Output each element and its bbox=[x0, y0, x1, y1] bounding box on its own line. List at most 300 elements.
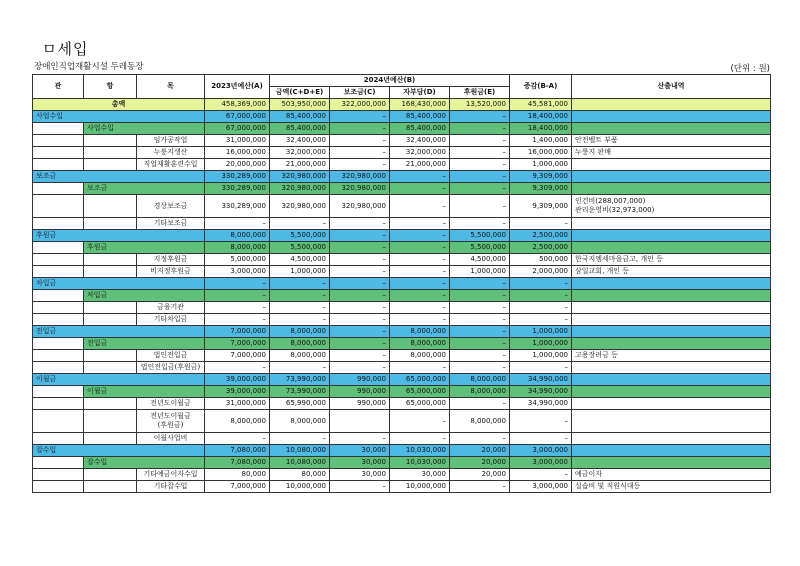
mok-indent-1 bbox=[33, 469, 84, 481]
gwan-self: – bbox=[390, 171, 450, 183]
gwan-row bbox=[33, 230, 771, 242]
mok-note bbox=[572, 314, 771, 326]
mok-self: – bbox=[390, 314, 450, 326]
table-row bbox=[33, 469, 771, 481]
gwan-note bbox=[572, 230, 771, 242]
mok-self: – bbox=[390, 266, 450, 278]
mok-name: 기타잡수입 bbox=[153, 482, 188, 490]
calc-note: 안전벨트 부품 bbox=[575, 136, 618, 144]
mok-label bbox=[137, 410, 205, 433]
mok-label bbox=[137, 481, 205, 493]
gwan-diff: – bbox=[510, 278, 572, 290]
mok-label bbox=[137, 433, 205, 445]
mok-self: 21,000,000 bbox=[390, 159, 450, 171]
hang-b2023: 7,000,000 bbox=[205, 338, 270, 350]
mok-note bbox=[572, 350, 771, 362]
hang-diff: 9,309,000 bbox=[510, 183, 572, 195]
gwan-row bbox=[33, 374, 771, 386]
mok-indent-2 bbox=[84, 481, 137, 493]
mok-diff: 9,309,000 bbox=[510, 195, 572, 218]
gwan-b2023: 67,000,000 bbox=[205, 111, 270, 123]
mok-subsidy: – bbox=[330, 159, 390, 171]
mok-note bbox=[572, 410, 771, 433]
mok-note bbox=[572, 481, 771, 493]
mok-b2023: 31,000,000 bbox=[205, 398, 270, 410]
hang-subsidy: – bbox=[330, 290, 390, 302]
table-row bbox=[33, 302, 771, 314]
mok-amount: – bbox=[270, 314, 330, 326]
mok-donation: – bbox=[450, 433, 510, 445]
hang-b2023: 330,289,000 bbox=[205, 183, 270, 195]
mok-b2023: 20,000,000 bbox=[205, 159, 270, 171]
hang-amount: 73,990,000 bbox=[270, 386, 330, 398]
revenue-budget-table bbox=[32, 74, 771, 493]
hang-donation: – bbox=[450, 338, 510, 350]
mok-indent-1 bbox=[33, 254, 84, 266]
mok-indent-2 bbox=[84, 350, 137, 362]
mok-amount: – bbox=[270, 218, 330, 230]
mok-self: 32,000,000 bbox=[390, 147, 450, 159]
hang-diff: 2,500,000 bbox=[510, 242, 572, 254]
mok-donation: – bbox=[450, 314, 510, 326]
gwan-note bbox=[572, 278, 771, 290]
mok-amount: – bbox=[270, 302, 330, 314]
hang-self: 85,400,000 bbox=[390, 123, 450, 135]
hang-subsidy: – bbox=[330, 338, 390, 350]
mok-indent-2 bbox=[84, 195, 137, 218]
mok-b2023: 80,000 bbox=[205, 469, 270, 481]
mok-subsidy: – bbox=[330, 314, 390, 326]
hang-diff: 34,990,000 bbox=[510, 386, 572, 398]
mok-diff: 1,400,000 bbox=[510, 135, 572, 147]
gwan-subsidy: – bbox=[330, 278, 390, 290]
mok-label bbox=[137, 254, 205, 266]
mok-indent-2 bbox=[84, 469, 137, 481]
gwan-label: 이월금 bbox=[33, 374, 205, 386]
mok-self: 65,000,000 bbox=[390, 398, 450, 410]
mok-amount: 8,000,000 bbox=[270, 410, 330, 433]
hang-diff: – bbox=[510, 290, 572, 302]
gwan-note bbox=[572, 111, 771, 123]
hang-note bbox=[572, 338, 771, 350]
table-row bbox=[33, 218, 771, 230]
mok-indent-2 bbox=[84, 433, 137, 445]
mok-diff: 1,000,000 bbox=[510, 159, 572, 171]
hang-subsidy: 320,980,000 bbox=[330, 183, 390, 195]
mok-indent-2 bbox=[84, 159, 137, 171]
calc-note: 실습비 및 직원식대등 bbox=[575, 482, 641, 490]
total-subsidy: 322,000,000 bbox=[330, 99, 390, 111]
mok-note bbox=[572, 254, 771, 266]
mok-diff: – bbox=[510, 218, 572, 230]
mok-self: – bbox=[390, 254, 450, 266]
mok-subsidy: – bbox=[330, 147, 390, 159]
table-row bbox=[33, 254, 771, 266]
mok-subsidy: – bbox=[330, 350, 390, 362]
gwan-row bbox=[33, 278, 771, 290]
hang-b2023: 39,000,000 bbox=[205, 386, 270, 398]
hang-b2023: 67,000,000 bbox=[205, 123, 270, 135]
mok-name: 금융기관 bbox=[156, 303, 185, 311]
mok-b2023: 7,000,000 bbox=[205, 481, 270, 493]
table-body bbox=[33, 99, 771, 493]
mok-self: – bbox=[390, 218, 450, 230]
mok-note bbox=[572, 362, 771, 374]
calc-note: 예금이자 bbox=[575, 470, 603, 478]
header-budget-2024: 2024년예산(B) bbox=[270, 75, 510, 87]
gwan-subsidy: – bbox=[330, 111, 390, 123]
hang-row bbox=[33, 338, 771, 350]
mok-note bbox=[572, 266, 771, 278]
hang-row bbox=[33, 242, 771, 254]
mok-amount: 80,000 bbox=[270, 469, 330, 481]
mok-diff: 1,000,000 bbox=[510, 350, 572, 362]
gwan-diff: 18,400,000 bbox=[510, 111, 572, 123]
header-self: 자부담(D) bbox=[390, 87, 450, 99]
hang-row bbox=[33, 290, 771, 302]
header-note: 산출내역 bbox=[572, 75, 771, 99]
gwan-label: 후원금 bbox=[33, 230, 205, 242]
mok-note bbox=[572, 433, 771, 445]
hang-b2023: 8,000,000 bbox=[205, 242, 270, 254]
mok-indent-1 bbox=[33, 350, 84, 362]
mok-amount: 32,000,000 bbox=[270, 147, 330, 159]
gwan-subsidy: 30,000 bbox=[330, 445, 390, 457]
gwan-donation: – bbox=[450, 171, 510, 183]
gwan-self: 10,030,000 bbox=[390, 445, 450, 457]
mok-donation: – bbox=[450, 147, 510, 159]
mok-name: 기타차입금 bbox=[153, 315, 188, 323]
hang-label: 차입금 bbox=[84, 290, 205, 302]
mok-amount: 65,990,000 bbox=[270, 398, 330, 410]
hang-note bbox=[572, 242, 771, 254]
gwan-donation: 5,500,000 bbox=[450, 230, 510, 242]
hang-donation: – bbox=[450, 290, 510, 302]
mok-name: 지정후원금 bbox=[153, 255, 188, 263]
mok-indent-1 bbox=[33, 135, 84, 147]
mok-indent-2 bbox=[84, 147, 137, 159]
gwan-label: 잡수입 bbox=[33, 445, 205, 457]
hang-indent bbox=[33, 457, 84, 469]
mok-name: 경상보조금 bbox=[153, 201, 188, 210]
gwan-subsidy: – bbox=[330, 230, 390, 242]
gwan-subsidy: 990,000 bbox=[330, 374, 390, 386]
mok-label bbox=[137, 469, 205, 481]
mok-donation: – bbox=[450, 135, 510, 147]
hang-diff: 18,400,000 bbox=[510, 123, 572, 135]
mok-b2023: – bbox=[205, 433, 270, 445]
header-budget-2023: 2023년예산(A) bbox=[205, 75, 270, 99]
mok-name: 전년도이월금 bbox=[150, 399, 191, 407]
gwan-subsidy: – bbox=[330, 326, 390, 338]
mok-note bbox=[572, 469, 771, 481]
total-label: 총액 bbox=[33, 99, 205, 111]
mok-indent-1 bbox=[33, 218, 84, 230]
gwan-donation: – bbox=[450, 326, 510, 338]
gwan-b2023: – bbox=[205, 278, 270, 290]
mok-amount: 8,000,000 bbox=[270, 350, 330, 362]
mok-name: 직업재활훈련수입 bbox=[143, 160, 198, 168]
mok-b2023: – bbox=[205, 362, 270, 374]
gwan-self: – bbox=[390, 230, 450, 242]
gwan-amount: 8,000,000 bbox=[270, 326, 330, 338]
mok-name: 누룽지생산 bbox=[153, 148, 188, 156]
gwan-diff: 34,990,000 bbox=[510, 374, 572, 386]
mok-amount: – bbox=[270, 362, 330, 374]
header-mok: 목 bbox=[137, 75, 205, 99]
mok-label bbox=[137, 218, 205, 230]
mok-subsidy: – bbox=[330, 433, 390, 445]
hang-donation: 5,500,000 bbox=[450, 242, 510, 254]
hang-donation: – bbox=[450, 183, 510, 195]
mok-indent-1 bbox=[33, 195, 84, 218]
gwan-label: 사업수입 bbox=[33, 111, 205, 123]
mok-diff: 500,000 bbox=[510, 254, 572, 266]
mok-amount: 1,000,000 bbox=[270, 266, 330, 278]
mok-subsidy bbox=[330, 410, 390, 433]
mok-indent-2 bbox=[84, 135, 137, 147]
mok-donation: – bbox=[450, 362, 510, 374]
mok-b2023: – bbox=[205, 314, 270, 326]
mok-b2023: 31,000,000 bbox=[205, 135, 270, 147]
hang-donation: – bbox=[450, 123, 510, 135]
mok-donation: – bbox=[450, 159, 510, 171]
hang-indent bbox=[33, 123, 84, 135]
gwan-row bbox=[33, 326, 771, 338]
hang-label: 잡수입 bbox=[84, 457, 205, 469]
hang-note bbox=[572, 183, 771, 195]
header-amount: 금액(C+D+E) bbox=[270, 87, 330, 99]
total-note bbox=[572, 99, 771, 111]
mok-name: 법인전입금 bbox=[153, 351, 188, 359]
mok-label bbox=[137, 398, 205, 410]
mok-note bbox=[572, 195, 771, 218]
mok-indent-1 bbox=[33, 302, 84, 314]
gwan-b2023: 7,080,000 bbox=[205, 445, 270, 457]
hang-self: 65,000,000 bbox=[390, 386, 450, 398]
header-hang: 항 bbox=[84, 75, 137, 99]
mok-indent-1 bbox=[33, 266, 84, 278]
table-row bbox=[33, 314, 771, 326]
mok-subsidy: 990,000 bbox=[330, 398, 390, 410]
hang-b2023: 7,080,000 bbox=[205, 457, 270, 469]
gwan-donation: 8,000,000 bbox=[450, 374, 510, 386]
hang-row bbox=[33, 457, 771, 469]
mok-amount: 32,400,000 bbox=[270, 135, 330, 147]
hang-b2023: – bbox=[205, 290, 270, 302]
mok-subsidy: – bbox=[330, 135, 390, 147]
unit-label: (단위 : 원) bbox=[730, 64, 770, 74]
mok-subsidy: – bbox=[330, 481, 390, 493]
hang-label: 사업수입 bbox=[84, 123, 205, 135]
header-donation: 후원금(E) bbox=[450, 87, 510, 99]
mok-diff: 34,990,000 bbox=[510, 398, 572, 410]
hang-subsidy: – bbox=[330, 123, 390, 135]
hang-amount: 320,980,000 bbox=[270, 183, 330, 195]
mok-name-sub: (후원금) bbox=[157, 421, 184, 429]
table-row bbox=[33, 159, 771, 171]
gwan-b2023: 7,000,000 bbox=[205, 326, 270, 338]
hang-amount: – bbox=[270, 290, 330, 302]
mok-indent-1 bbox=[33, 481, 84, 493]
mok-diff: – bbox=[510, 302, 572, 314]
header-diff: 증감(B-A) bbox=[510, 75, 572, 99]
mok-name: 전년도이월금 bbox=[150, 412, 191, 420]
mok-indent-2 bbox=[84, 218, 137, 230]
mok-amount: 4,500,000 bbox=[270, 254, 330, 266]
mok-subsidy: 30,000 bbox=[330, 469, 390, 481]
mok-indent-2 bbox=[84, 398, 137, 410]
mok-amount: – bbox=[270, 433, 330, 445]
gwan-diff: 9,309,000 bbox=[510, 171, 572, 183]
gwan-amount: 10,080,000 bbox=[270, 445, 330, 457]
mok-donation: – bbox=[450, 350, 510, 362]
hang-note bbox=[572, 386, 771, 398]
gwan-self: 8,000,000 bbox=[390, 326, 450, 338]
total-diff: 45,581,000 bbox=[510, 99, 572, 111]
hang-row bbox=[33, 123, 771, 135]
mok-subsidy: – bbox=[330, 254, 390, 266]
mok-subsidy: – bbox=[330, 362, 390, 374]
mok-donation: – bbox=[450, 302, 510, 314]
hang-subsidy: 30,000 bbox=[330, 457, 390, 469]
mok-diff: 3,000,000 bbox=[510, 481, 572, 493]
mok-label bbox=[137, 266, 205, 278]
mok-self: 32,400,000 bbox=[390, 135, 450, 147]
calc-note: 삼일교회, 개인 등 bbox=[575, 267, 630, 275]
mok-name: 이월사업비 bbox=[153, 434, 188, 442]
hang-subsidy: 990,000 bbox=[330, 386, 390, 398]
mok-subsidy: 320,980,000 bbox=[330, 195, 390, 218]
mok-donation: 4,500,000 bbox=[450, 254, 510, 266]
mok-diff: 2,000,000 bbox=[510, 266, 572, 278]
mok-indent-1 bbox=[33, 398, 84, 410]
mok-name: 비지정후원금 bbox=[150, 267, 191, 275]
mok-indent-1 bbox=[33, 433, 84, 445]
mok-diff: – bbox=[510, 410, 572, 433]
gwan-b2023: 330,289,000 bbox=[205, 171, 270, 183]
mok-diff: – bbox=[510, 314, 572, 326]
total-amount: 503,950,000 bbox=[270, 99, 330, 111]
hang-label: 이월금 bbox=[84, 386, 205, 398]
mok-indent-2 bbox=[84, 314, 137, 326]
header-subsidy: 보조금(C) bbox=[330, 87, 390, 99]
gwan-amount: 320,980,000 bbox=[270, 171, 330, 183]
mok-self: – bbox=[390, 433, 450, 445]
hang-row bbox=[33, 183, 771, 195]
page-title: ㅁ세입 bbox=[42, 40, 89, 58]
gwan-amount: 85,400,000 bbox=[270, 111, 330, 123]
mok-label bbox=[137, 147, 205, 159]
mok-b2023: 16,000,000 bbox=[205, 147, 270, 159]
gwan-amount: 73,990,000 bbox=[270, 374, 330, 386]
mok-amount: 320,980,000 bbox=[270, 195, 330, 218]
hang-amount: 10,080,000 bbox=[270, 457, 330, 469]
mok-self: 30,000 bbox=[390, 469, 450, 481]
table-row bbox=[33, 135, 771, 147]
total-b2023: 458,369,000 bbox=[205, 99, 270, 111]
table-row bbox=[33, 433, 771, 445]
mok-indent-2 bbox=[84, 410, 137, 433]
mok-amount: 10,000,000 bbox=[270, 481, 330, 493]
mok-note bbox=[572, 159, 771, 171]
mok-subsidy: – bbox=[330, 302, 390, 314]
gwan-subsidy: 320,980,000 bbox=[330, 171, 390, 183]
hang-donation: 20,000 bbox=[450, 457, 510, 469]
gwan-self: 85,400,000 bbox=[390, 111, 450, 123]
table-row bbox=[33, 266, 771, 278]
mok-subsidy: – bbox=[330, 266, 390, 278]
mok-donation: 1,000,000 bbox=[450, 266, 510, 278]
total-self: 168,430,000 bbox=[390, 99, 450, 111]
gwan-self: – bbox=[390, 278, 450, 290]
table-row bbox=[33, 350, 771, 362]
hang-amount: 85,400,000 bbox=[270, 123, 330, 135]
calc-note: 인건비(288,007,000) bbox=[575, 197, 646, 205]
hang-self: 8,000,000 bbox=[390, 338, 450, 350]
gwan-amount: – bbox=[270, 278, 330, 290]
mok-name: 기타예금이자수입 bbox=[143, 470, 198, 478]
total-row bbox=[33, 99, 771, 111]
gwan-label: 차입금 bbox=[33, 278, 205, 290]
mok-donation: – bbox=[450, 195, 510, 218]
mok-donation: 8,000,000 bbox=[450, 410, 510, 433]
mok-note bbox=[572, 135, 771, 147]
mok-self: – bbox=[390, 195, 450, 218]
mok-amount: 21,000,000 bbox=[270, 159, 330, 171]
mok-self: 10,000,000 bbox=[390, 481, 450, 493]
mok-label bbox=[137, 302, 205, 314]
hang-note bbox=[572, 123, 771, 135]
gwan-self: 65,000,000 bbox=[390, 374, 450, 386]
table-row bbox=[33, 362, 771, 374]
mok-indent-2 bbox=[84, 266, 137, 278]
hang-amount: 5,500,000 bbox=[270, 242, 330, 254]
mok-b2023: 8,000,000 bbox=[205, 410, 270, 433]
mok-indent-1 bbox=[33, 147, 84, 159]
gwan-row bbox=[33, 171, 771, 183]
mok-diff: – bbox=[510, 469, 572, 481]
mok-b2023: 5,000,000 bbox=[205, 254, 270, 266]
mok-subsidy: – bbox=[330, 218, 390, 230]
mok-donation: – bbox=[450, 481, 510, 493]
table-row bbox=[33, 398, 771, 410]
gwan-diff: 2,500,000 bbox=[510, 230, 572, 242]
hang-self: 10,030,000 bbox=[390, 457, 450, 469]
calc-note: 고용장려금 등 bbox=[575, 351, 618, 359]
mok-name: 기타보조금 bbox=[153, 219, 188, 227]
gwan-note bbox=[572, 171, 771, 183]
hang-diff: 3,000,000 bbox=[510, 457, 572, 469]
calc-note: 누룽지 판매 bbox=[575, 148, 612, 156]
hang-row bbox=[33, 386, 771, 398]
mok-indent-1 bbox=[33, 159, 84, 171]
mok-label bbox=[137, 314, 205, 326]
gwan-note bbox=[572, 326, 771, 338]
mok-label bbox=[137, 350, 205, 362]
mok-label bbox=[137, 135, 205, 147]
gwan-b2023: 8,000,000 bbox=[205, 230, 270, 242]
table-row bbox=[33, 195, 771, 218]
table-row bbox=[33, 410, 771, 433]
mok-indent-1 bbox=[33, 410, 84, 433]
facility-name: 장애인직업재활시설 두레동장 bbox=[34, 62, 144, 72]
hang-indent bbox=[33, 386, 84, 398]
hang-self: – bbox=[390, 242, 450, 254]
hang-self: – bbox=[390, 183, 450, 195]
mok-b2023: 7,000,000 bbox=[205, 350, 270, 362]
mok-diff: – bbox=[510, 362, 572, 374]
